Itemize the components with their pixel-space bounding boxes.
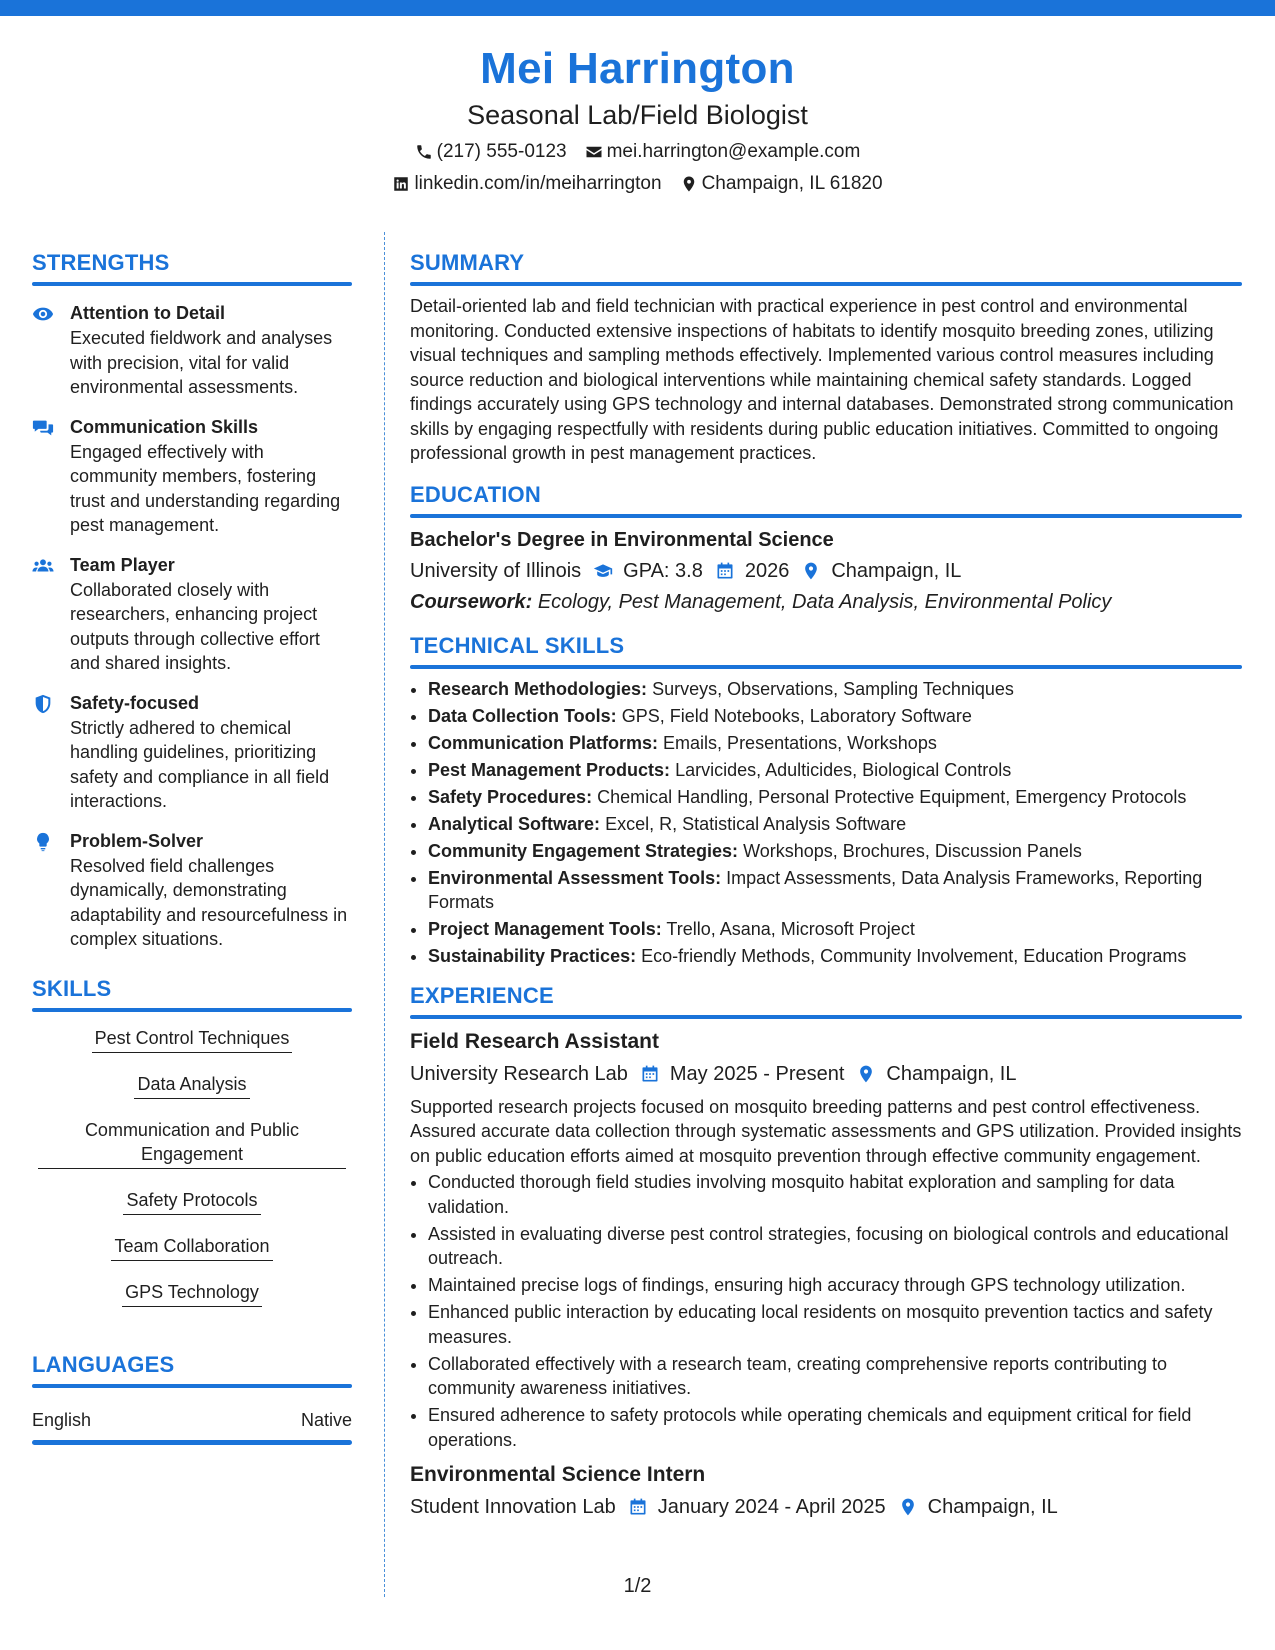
skill-values: Trello, Asana, Microsoft Project (666, 919, 915, 939)
skill-values: Workshops, Brochures, Discussion Panels (743, 840, 1082, 861)
list-item: • Enhanced public interaction by educating local residents on mosquito prevention tactics and safety measures. (428, 1300, 1242, 1349)
eye-icon (32, 303, 54, 325)
section-rule (32, 1384, 352, 1388)
skill-category: Pest Management Products: (428, 759, 671, 780)
map-pin-icon (856, 1064, 876, 1084)
job-title: Environmental Science Intern (410, 1463, 706, 1486)
list-item (428, 677, 1242, 702)
list-item (428, 944, 1242, 969)
skill-values: Surveys, Observations, Sampling Techniques (652, 678, 1014, 699)
list-item: • Conducted thorough field studies involving mosquito habitat exploration and sampling for data validation. (428, 1170, 1242, 1219)
section-rule (32, 282, 352, 286)
section-rule (410, 282, 1242, 286)
contact-email[interactable] (585, 136, 861, 168)
strength-item (32, 300, 352, 400)
job-org: University Research Lab (410, 1062, 628, 1085)
contact-row-2 (0, 168, 1275, 200)
job-dates: January 2024 - April 2025 (657, 1496, 886, 1518)
coursework-list: Ecology, Pest Management, Data Analysis, Environmental Policy (537, 590, 1112, 613)
strength-item (32, 552, 352, 676)
skill-category: Community Engagement Strategies: (428, 840, 739, 861)
section-rule (410, 665, 1242, 669)
linkedin-icon (392, 175, 410, 193)
languages-section (32, 1350, 352, 1445)
job-location: Champaign, IL (886, 1062, 1017, 1085)
contact-row-1 (0, 136, 1275, 168)
contact-location (680, 168, 883, 200)
list-item (428, 785, 1242, 810)
list-item: • Ensured adherence to safety protocols while operating chemicals and equipment critical for field operations. (428, 1403, 1242, 1452)
skill-values: Larvicides, Adulticides, Biological Controls (675, 759, 1012, 780)
strength-title: Attention to Detail (70, 303, 225, 323)
calendar-icon (715, 561, 735, 581)
strength-desc: Resolved field challenges dynamically, demonstrating adaptability and resourcefulness in complex situations. (70, 855, 348, 949)
language-proficiency-bar (32, 1440, 352, 1445)
skill-tag: Safety Protocols (123, 1188, 260, 1215)
lightbulb-icon (32, 831, 54, 853)
strength-title: Problem-Solver (70, 830, 204, 851)
strength-item (32, 414, 352, 538)
job-bullets (410, 1170, 1242, 1452)
section-rule (410, 1015, 1242, 1019)
list-item (428, 758, 1242, 783)
graduation-cap-icon (593, 561, 613, 581)
list-item (428, 866, 1242, 915)
phone-icon (415, 143, 433, 161)
job-org: Student Innovation Lab (410, 1496, 616, 1518)
job-entry (410, 1027, 1242, 1453)
list-item (428, 704, 1242, 729)
skills-heading: SKILLS (32, 975, 112, 1001)
skill-category: Project Management Tools: (428, 919, 662, 939)
education-section (410, 480, 1242, 617)
coursework (410, 587, 1242, 617)
calendar-icon (628, 1497, 648, 1517)
strength-title: Safety-focused (70, 692, 200, 713)
map-pin-icon (898, 1497, 918, 1517)
strength-item (32, 828, 352, 952)
strength-desc: Collaborated closely with researchers, enhancing project outputs through collective effort and shared insights. (70, 579, 320, 673)
job-entry (410, 1460, 1242, 1522)
technical-skills-list (410, 677, 1242, 969)
map-pin-icon (680, 175, 698, 193)
strength-desc: Executed fieldwork and analyses with precision, vital for valid environmental assessments. (70, 328, 333, 397)
gpa: GPA: 3.8 (623, 559, 703, 582)
summary-heading: SUMMARY (410, 250, 525, 275)
skill-tag: Data Analysis (134, 1072, 249, 1099)
candidate-title: Seasonal Lab/Field Biologist (467, 100, 808, 130)
section-rule (410, 514, 1242, 518)
location-text: Champaign, IL 61820 (701, 173, 883, 194)
list-item (428, 917, 1242, 942)
strengths-heading: STRENGTHS (32, 250, 170, 275)
section-rule (32, 1008, 352, 1012)
school-name: University of Illinois (410, 559, 582, 582)
skill-tag: Communication and Public Engagement (38, 1118, 346, 1169)
technical-skills-heading: TECHNICAL SKILLS (410, 632, 625, 658)
experience-section (410, 981, 1242, 1523)
linkedin-text[interactable]: linkedin.com/in/meiharrington (414, 173, 662, 194)
right-column (410, 248, 1242, 1522)
top-accent-bar (0, 0, 1275, 16)
summary-section (410, 248, 1242, 466)
contact-linkedin[interactable] (392, 168, 661, 200)
job-meta (410, 1059, 1242, 1089)
strength-title: Communication Skills (70, 416, 259, 437)
map-pin-icon (801, 561, 821, 581)
skill-category: Environmental Assessment Tools: (428, 867, 722, 888)
resume-header (0, 40, 1275, 200)
technical-skills-section (410, 631, 1242, 969)
skill-values: Excel, R, Statistical Analysis Software (605, 813, 907, 834)
strength-desc: Engaged effectively with community members, fostering trust and understanding regarding pest management. (70, 441, 341, 535)
degree-title: Bachelor's Degree in Environmental Science (410, 528, 834, 551)
page-number: 1/2 (623, 1575, 652, 1597)
email-text[interactable]: mei.harrington@example.com (606, 141, 861, 162)
education-meta (410, 556, 1242, 586)
education-heading: EDUCATION (410, 481, 541, 507)
skill-tag: Team Collaboration (111, 1234, 272, 1261)
experience-heading: EXPERIENCE (410, 982, 554, 1008)
skill-values: Chemical Handling, Personal Protective Equipment, Emergency Protocols (597, 786, 1187, 807)
job-meta (410, 1492, 1242, 1522)
coursework-label: Coursework: (410, 590, 533, 613)
language-level: Native (300, 1409, 352, 1430)
contact-phone (415, 136, 567, 168)
skill-tag: Pest Control Techniques (92, 1026, 293, 1053)
skill-category: Analytical Software: (428, 813, 601, 834)
skills-section (32, 974, 352, 1326)
list-item: • Collaborated effectively with a research team, creating comprehensive reports contributing to community awareness initiatives. (428, 1352, 1242, 1401)
left-column (32, 248, 352, 1445)
skill-category: Data Collection Tools: (428, 705, 617, 726)
list-item: • Maintained precise logs of findings, ensuring high accuracy through GPS technology utilization. (428, 1273, 1242, 1298)
skill-values: Eco-friendly Methods, Community Involvement, Education Programs (641, 946, 1187, 966)
strength-desc: Strictly adhered to chemical handling guidelines, prioritizing safety and compliance in all field interactions. (70, 717, 330, 811)
job-dates: May 2025 - Present (669, 1062, 845, 1085)
skill-category: Safety Procedures: (428, 786, 593, 807)
list-item: • Assisted in evaluating diverse pest control strategies, focusing on biological controls and educational outreach. (428, 1222, 1242, 1271)
job-location: Champaign, IL (927, 1496, 1058, 1518)
school-location: Champaign, IL (831, 559, 962, 582)
strengths-section (32, 248, 352, 952)
list-item (428, 839, 1242, 864)
phone-text: (217) 555-0123 (436, 141, 567, 162)
job-summary: Supported research projects focused on mosquito breeding patterns and pest control effectiveness. Assured accurate data collection through systematic assessments and GPS utilization. Provided insights on public education efforts aimed at mosquito prevention through effective community engagement. (410, 1096, 1242, 1166)
users-icon (32, 555, 54, 577)
summary-text: Detail-oriented lab and field technician with practical experience in pest control and environmental monitoring. Conducted extensive inspections of habitats to identify mosquito breeding zones, utilizing visual techniques and sampling methods effectively. Implemented various control measures including source reduction and biological interventions while maintaining chemical safety standards. Logged findings accurately using GPS technology and internal databases. Demonstrated strong communication skills by engaging respectfully with residents during public education initiatives. Committed to ongoing professional growth in pest management practices. (410, 296, 1234, 463)
skill-category: Sustainability Practices: (428, 946, 637, 966)
column-divider (384, 232, 385, 1597)
skill-category: Communication Platforms: (428, 732, 659, 753)
list-item (428, 812, 1242, 837)
skill-values: Emails, Presentations, Workshops (663, 732, 937, 753)
shield-icon (32, 693, 54, 715)
list-item (428, 731, 1242, 756)
comments-icon (32, 417, 54, 439)
skill-values: Impact Assessments, Data Analysis Frameworks, Reporting Formats (428, 867, 1203, 912)
skill-values: GPS, Field Notebooks, Laboratory Software (621, 705, 972, 726)
skills-list (32, 1026, 352, 1326)
candidate-name: Mei Harrington (480, 44, 795, 93)
skill-tag: GPS Technology (122, 1280, 262, 1307)
languages-heading: LANGUAGES (32, 1351, 175, 1377)
skill-category: Research Methodologies: (428, 678, 648, 699)
language-row (32, 1408, 352, 1432)
strength-title: Team Player (70, 554, 175, 575)
envelope-icon (585, 143, 603, 161)
calendar-icon (640, 1064, 660, 1084)
strength-item (32, 690, 352, 814)
job-title: Field Research Assistant (410, 1029, 659, 1053)
language-name: English (32, 1409, 92, 1430)
graduation-year: 2026 (744, 559, 790, 582)
